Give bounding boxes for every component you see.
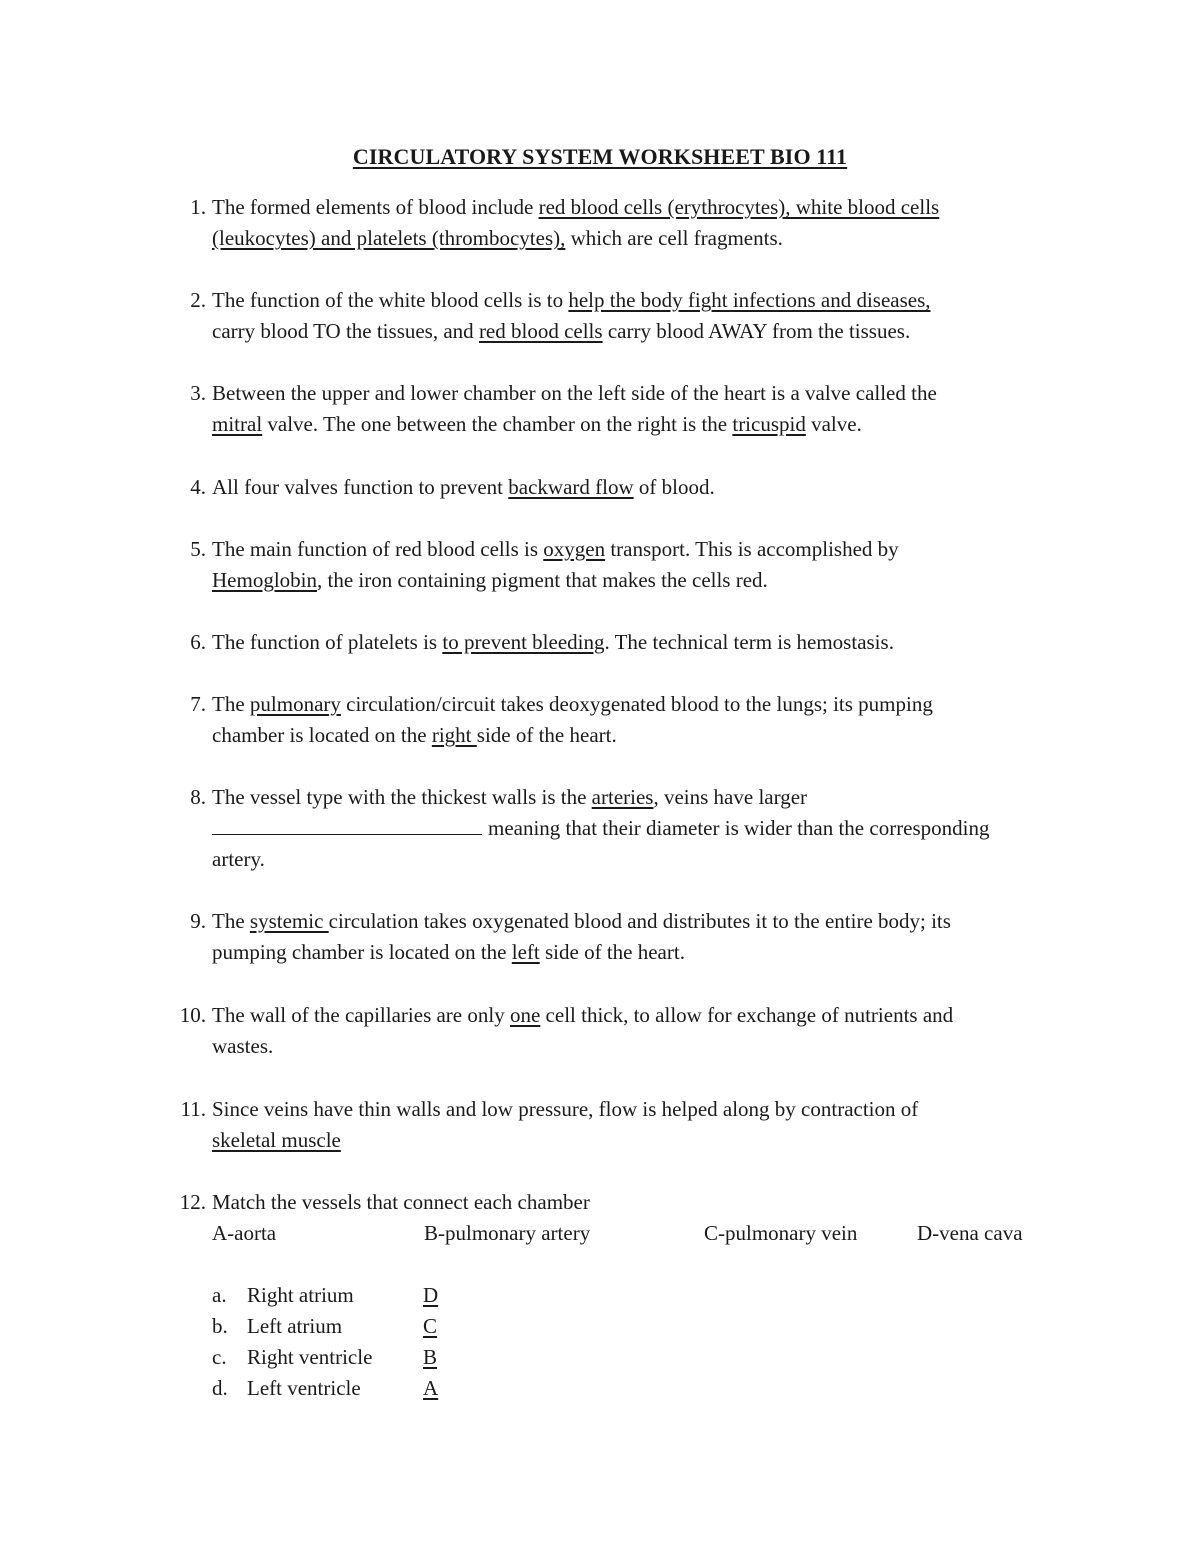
- text: cell thick, to allow for exchange of nutrients and: [540, 1003, 954, 1027]
- question-number: 3.: [190, 381, 206, 405]
- question-1: [190, 192, 1072, 254]
- question-3: [190, 378, 1072, 440]
- question-7: [190, 689, 1072, 751]
- question-2: [190, 285, 1072, 347]
- text: valve.: [805, 412, 862, 436]
- question-9: [190, 906, 1072, 968]
- question-line: [212, 1125, 1072, 1156]
- question-number: 6.: [190, 630, 206, 654]
- question-line: Since veins have thin walls and low pressure, flow is helped along by contraction of: [212, 1097, 919, 1121]
- text: circulation/circuit takes deoxygenated blood to the lungs; its pumping: [340, 692, 933, 716]
- question-line: wastes.: [212, 1034, 274, 1058]
- answer: one: [509, 1003, 541, 1027]
- question-6: [190, 627, 1072, 658]
- text: The formed elements of blood include: [212, 195, 539, 219]
- page-title: CIRCULATORY SYSTEM WORKSHEET BIO 111: [352, 144, 848, 169]
- question-line: [212, 1000, 1072, 1031]
- text: The function of the white blood cells is to: [212, 288, 569, 312]
- text: of blood.: [633, 475, 715, 499]
- text: side of the heart.: [539, 940, 685, 964]
- text: circulation takes oxygenated blood and distributes it to the entire body; its: [328, 909, 951, 933]
- text: The: [212, 692, 250, 716]
- text: valve. The one between the chamber on the right is the: [262, 412, 733, 436]
- text: The vessel type with the thickest walls is the: [212, 785, 592, 809]
- match-answer: C: [423, 1314, 438, 1338]
- text: The main function of red blood cells is: [212, 537, 544, 561]
- match-chamber: Left atrium: [247, 1314, 343, 1338]
- match-row: [212, 1280, 612, 1311]
- match-chamber: Left ventricle: [247, 1376, 361, 1400]
- answer: left: [511, 940, 540, 964]
- text: carry blood AWAY from the tissues.: [602, 319, 911, 343]
- text: The: [212, 909, 250, 933]
- question-line: [212, 534, 1072, 565]
- question-line: [212, 565, 1072, 596]
- question-number: 1.: [190, 195, 206, 219]
- text: side of the heart.: [476, 723, 617, 747]
- question-number: 7.: [190, 692, 206, 716]
- question-line: [212, 285, 1072, 316]
- answer: red blood cells: [478, 319, 603, 343]
- text: , veins have larger: [653, 785, 808, 809]
- vessel-option: B-pulmonary artery: [424, 1221, 591, 1245]
- question-line: [212, 782, 1072, 813]
- match-chamber: Right ventricle: [247, 1345, 373, 1369]
- question-line: [212, 316, 1072, 347]
- answer: tricuspid: [732, 412, 806, 436]
- text: meaning that their diameter is wider than the corresponding: [488, 816, 990, 840]
- answer: help the body fight infections and diseases,: [568, 288, 931, 312]
- question-line: [212, 689, 1072, 720]
- vessel-option: C-pulmonary vein: [704, 1221, 858, 1245]
- vessel-option: D-vena cava: [917, 1221, 1023, 1245]
- question-line: [212, 906, 1072, 937]
- answer: red blood cells (erythrocytes), white blood cells: [538, 195, 940, 219]
- text: All four valves function to prevent: [212, 475, 509, 499]
- answer: arteries: [591, 785, 654, 809]
- match-letter: a.: [212, 1283, 227, 1307]
- question-number: 11.: [180, 1097, 206, 1121]
- vessel-option: A-aorta: [212, 1221, 277, 1245]
- question-number: 4.: [190, 475, 206, 499]
- match-answer: D: [423, 1283, 439, 1307]
- answer: Hemoglobin: [212, 568, 317, 592]
- match-answer: B: [423, 1345, 438, 1369]
- answer: backward flow: [508, 475, 634, 499]
- question-number: 8.: [190, 785, 206, 809]
- answer: pulmonary: [249, 692, 341, 716]
- text: carry blood TO the tissues, and: [212, 319, 479, 343]
- text: The function of platelets is: [212, 630, 443, 654]
- text: , the iron containing pigment that makes the cells red.: [317, 568, 768, 592]
- question-line: [212, 409, 1072, 440]
- match-letter: d.: [212, 1376, 228, 1400]
- question-line: artery.: [212, 847, 265, 871]
- vessel-options: [212, 1218, 1072, 1249]
- answer: to prevent bleeding: [442, 630, 605, 654]
- answer: systemic: [249, 909, 329, 933]
- question-11: [180, 1094, 1072, 1156]
- answer: (leukocytes) and platelets (thrombocytes),: [212, 226, 566, 250]
- question-line: [212, 223, 1072, 254]
- question-line: [212, 720, 1072, 751]
- answer-blank[interactable]: [212, 814, 482, 835]
- match-row: [212, 1373, 612, 1404]
- question-line: Match the vessels that connect each chamber: [212, 1190, 590, 1214]
- question-number: 10.: [179, 1003, 206, 1027]
- match-row: [212, 1311, 612, 1342]
- match-row: [212, 1342, 612, 1373]
- match-list: [212, 1280, 612, 1404]
- question-line: [212, 472, 1072, 503]
- text: . The technical term is hemostasis.: [604, 630, 894, 654]
- text: which are cell fragments.: [565, 226, 783, 250]
- question-number: 2.: [190, 288, 206, 312]
- question-line: Between the upper and lower chamber on the left side of the heart is a valve called the: [212, 381, 937, 405]
- match-letter: b.: [212, 1314, 228, 1338]
- match-answer: A: [423, 1376, 439, 1400]
- question-line: [212, 192, 1072, 223]
- answer: oxygen: [543, 537, 606, 561]
- text: pumping chamber is located on the: [212, 940, 512, 964]
- question-10: [179, 1000, 1072, 1062]
- question-line: [212, 627, 1072, 658]
- question-number: 5.: [190, 537, 206, 561]
- text: chamber is located on the: [212, 723, 432, 747]
- text: transport. This is accomplished by: [605, 537, 899, 561]
- answer: mitral: [212, 412, 263, 436]
- match-chamber: Right atrium: [247, 1283, 354, 1307]
- answer: skeletal muscle: [212, 1128, 341, 1152]
- text: The wall of the capillaries are only: [212, 1003, 510, 1027]
- match-letter: c.: [212, 1345, 227, 1369]
- question-number: 12.: [179, 1190, 206, 1214]
- question-8: [190, 782, 1072, 875]
- question-number: 9.: [190, 909, 206, 933]
- question-line: [212, 937, 1072, 968]
- question-line: [212, 813, 1072, 844]
- question-12: [179, 1187, 1072, 1249]
- question-4: [190, 472, 1072, 503]
- question-5: [190, 534, 1072, 596]
- answer: right: [431, 723, 477, 747]
